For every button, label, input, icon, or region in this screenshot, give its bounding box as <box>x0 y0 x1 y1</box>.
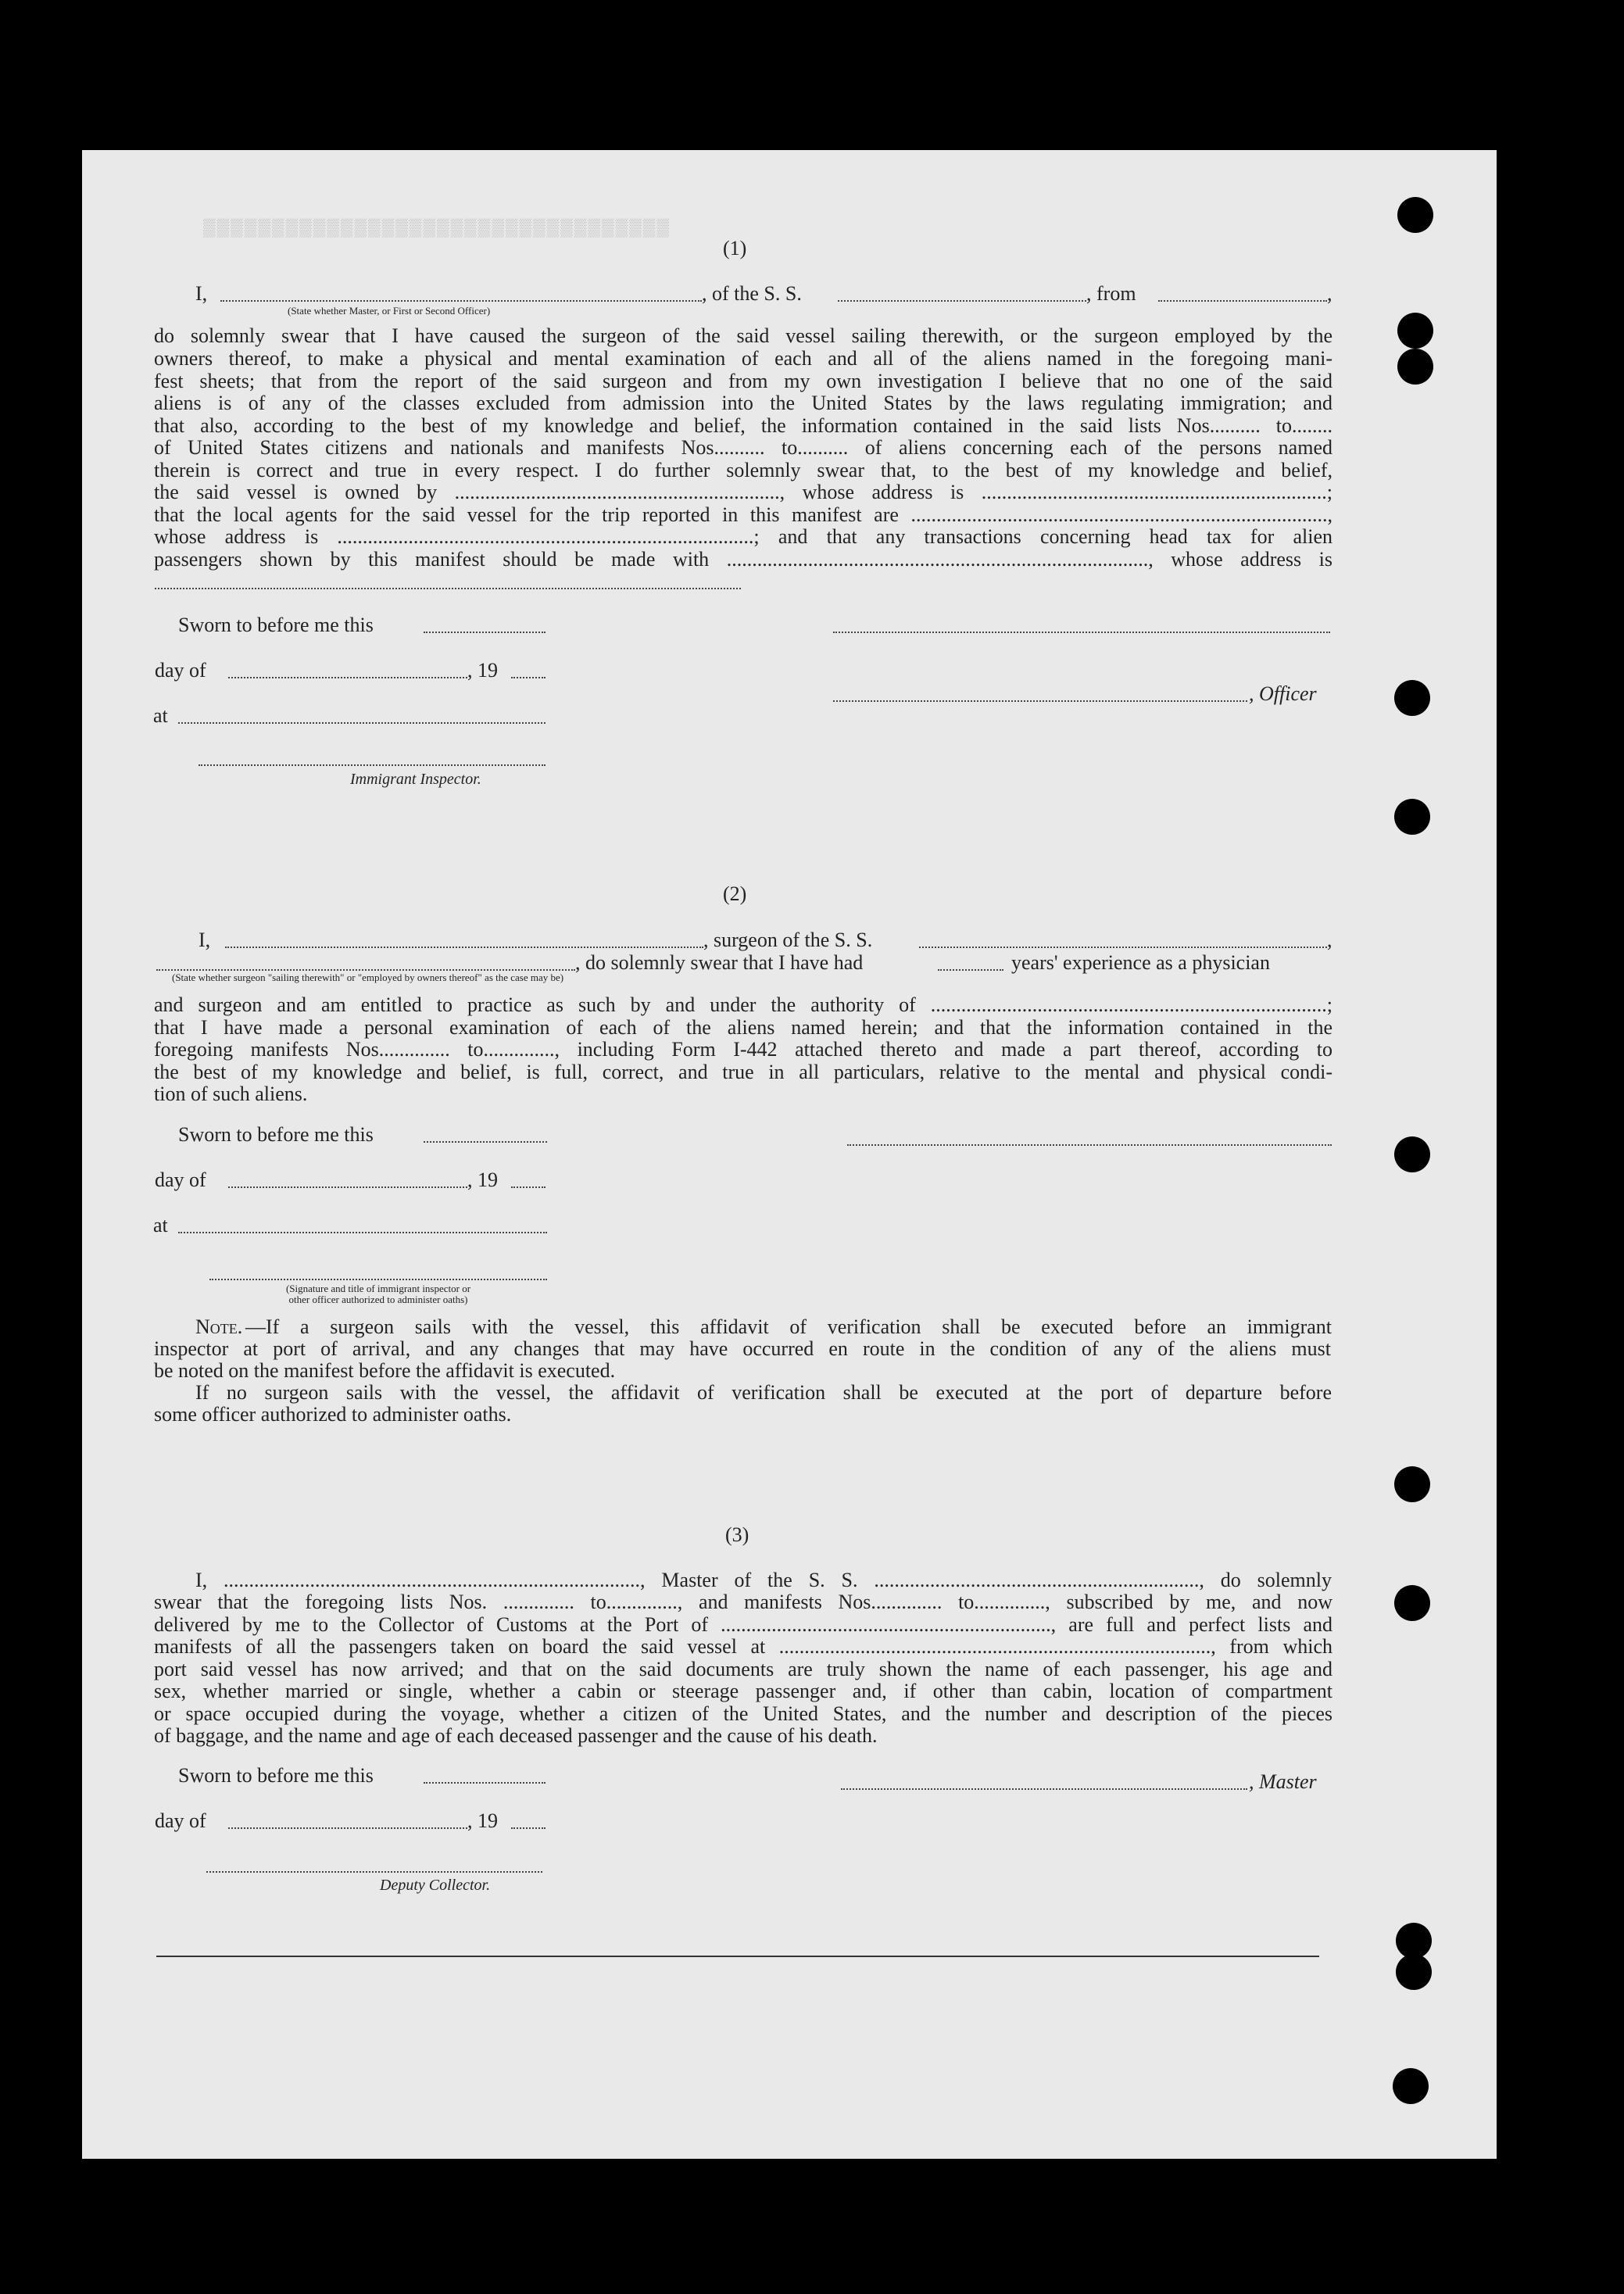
oath-2-line: tion of such aliens. <box>154 1083 308 1105</box>
punch-hole <box>1394 680 1430 716</box>
oath-1-line: that the local agents for the said vessel for the trip reported in this manifest are .................................................................................., <box>154 503 1332 526</box>
section-1-number: (1) <box>723 237 747 259</box>
oath-3-line: delivered by me to the Collector of Customs at the Port of ................................................................., are full and perfect lists and <box>154 1613 1332 1636</box>
note-line: —If a surgeon sails with the vessel, this affidavit of verification shall be executed before an immigrant <box>245 1315 1332 1338</box>
years-experience-label: years' experience as a physician <box>1011 951 1270 974</box>
place-blank <box>178 1232 547 1233</box>
oath-3-line: of baggage, and the name and age of each deceased passenger and the cause of his death. <box>154 1724 878 1747</box>
oath-1-line: whose address is ..................................................................................; and that any transactions concerning head tax for alien <box>154 525 1332 548</box>
state-officer-note: (State whether Master, or First or Second Officer) <box>288 305 491 317</box>
signature-note-line: other officer authorized to administer oaths) <box>288 1294 468 1305</box>
sworn-date-blank <box>424 1782 546 1784</box>
oath-3-line: port said vessel has now arrived; and that on the said documents are truly shown the name of each passenger, his age and <box>154 1658 1332 1680</box>
punch-hole <box>1397 313 1433 349</box>
oath-1-line: aliens is of any of the classes excluded from admission into the United States by the laws regulating immigration; and <box>154 392 1332 414</box>
of-ss-label: , of the S. S. <box>702 282 802 305</box>
year-prefix: , 19 <box>467 1809 498 1832</box>
surgeon-signature-blank <box>847 1144 1332 1146</box>
surgeon-name-blank <box>225 947 703 948</box>
oath-2-line: that I have made a personal examination of each of the aliens named herein; and that the information contained in the <box>154 1016 1332 1039</box>
month-blank <box>228 1186 467 1188</box>
inspector-signature-blank <box>199 764 546 766</box>
signature-note-line: (Signature and title of immigrant inspector or <box>285 1283 471 1294</box>
oath-1-i: I, <box>195 282 208 305</box>
bottom-rule <box>156 1956 1319 1957</box>
punch-hole <box>1396 1954 1432 1990</box>
surgeon-status-blank <box>156 969 575 971</box>
day-of-label: day of <box>155 1168 206 1191</box>
oath-1-line: the said vessel is owned by ................................................................, whose address is ....................................................................; <box>154 481 1332 503</box>
punch-hole <box>1394 1585 1430 1621</box>
year-blank <box>511 1827 546 1829</box>
oath-1-line: passengers shown by this manifest should be made with ..................................................................................., whose address is <box>154 548 1332 571</box>
state-surgeon-note: (State whether surgeon "sailing therewith" or "employed by owners thereof" as the case may be) <box>172 972 564 983</box>
surgeon-ss-label: , surgeon of the S. S. <box>703 929 873 951</box>
note-line: inspector at port of arrival, and any changes that may have occurred en route in the condition of any of the aliens must <box>154 1337 1331 1360</box>
from-port-blank <box>1158 300 1327 302</box>
section-3-number: (3) <box>725 1523 749 1546</box>
officer-signature-blank <box>833 632 1330 633</box>
sworn-date-blank <box>424 632 546 633</box>
oath-3-line: or space occupied during the voyage, whether a citizen of the United States, and the number and description of the pieces <box>154 1702 1332 1725</box>
punch-hole <box>1397 349 1433 385</box>
day-of-label: day of <box>155 1809 206 1832</box>
oath-2-line: and surgeon and am entitled to practice as such by and under the authority of ..............................................................................; <box>154 993 1332 1016</box>
immigrant-inspector-label: Immigrant Inspector. <box>350 771 481 788</box>
day-of-label: day of <box>155 659 206 682</box>
vessel-name-blank <box>919 947 1327 948</box>
deputy-collector-label: Deputy Collector. <box>380 1877 491 1894</box>
oath-1-line: owners thereof, to make a physical and mental examination of each and all of the aliens named in the foregoing mani- <box>154 347 1332 370</box>
oath-1-line: therein is correct and true in every respect. I do further solemnly swear that, to the best of my knowledge and belief, <box>154 459 1332 481</box>
at-label: at <box>153 1214 168 1236</box>
oath-1-line: fest sheets; that from the report of the said surgeon and from my own investigation I believe that no one of the said <box>154 370 1332 392</box>
vessel-name-blank <box>838 300 1086 302</box>
oath-2-i: I, <box>199 929 211 951</box>
deputy-signature-blank <box>206 1871 542 1873</box>
title-blank <box>220 300 702 302</box>
oath-3-line: manifests of all the passengers taken on board the said vessel at ....................................................................................., from which <box>154 1635 1332 1658</box>
punch-hole <box>1393 2068 1429 2104</box>
years-blank <box>938 969 1003 971</box>
punch-hole <box>1394 1466 1430 1502</box>
oath-1-line: that also, according to the best of my knowledge and belief, the information contained in the said lists Nos.......... to........ <box>154 414 1332 437</box>
oath-2-line: the best of my knowledge and belief, is full, correct, and true in all particulars, relative to the mental and physical condi- <box>154 1061 1332 1083</box>
note-label: Note. <box>195 1315 243 1338</box>
punch-hole <box>1394 799 1430 835</box>
master-label: , Master <box>1249 1770 1317 1793</box>
sworn-label: Sworn to before me this <box>178 614 374 636</box>
year-blank <box>511 1186 546 1188</box>
inspector-signature-blank <box>209 1279 547 1280</box>
oath-2-line: foregoing manifests Nos.............. to.............., including Form I-442 attached thereto and made a part thereof, according to <box>154 1038 1332 1061</box>
note-line: some officer authorized to administer oaths. <box>154 1403 512 1426</box>
master-signature-blank <box>841 1788 1247 1790</box>
note-line: be noted on the manifest before the affidavit is executed. <box>154 1359 616 1382</box>
officer-title-blank <box>833 700 1247 702</box>
bleed-through-mark: ▒▒▒▒▒▒▒▒▒▒▒▒▒▒▒▒▒▒▒▒▒▒▒▒▒▒▒▒▒▒▒▒▒▒ <box>203 217 671 237</box>
line-end-comma: , <box>1327 282 1332 305</box>
year-prefix: , 19 <box>467 659 498 682</box>
oath-3-line: swear that the foregoing lists Nos. .............. to.............., and manifests Nos.............. to.............., subscribed by me, and now <box>154 1591 1332 1613</box>
oath-1-line: of United States citizens and nationals and manifests Nos.......... to.......... of aliens concerning each of the persons named <box>154 436 1332 459</box>
officer-label: , Officer <box>1249 682 1317 705</box>
oath-3-line: sex, whether married or single, whether a cabin or steerage passenger and, if other than cabin, location of compartment <box>154 1680 1332 1702</box>
sworn-label: Sworn to before me this <box>178 1764 374 1787</box>
sworn-date-blank <box>424 1141 547 1143</box>
place-blank <box>178 722 546 724</box>
month-blank <box>228 1827 467 1829</box>
year-prefix: , 19 <box>467 1168 498 1191</box>
swear-had-label: , do solemnly swear that I have had <box>575 951 864 974</box>
year-blank <box>511 677 546 678</box>
head-tax-address-blank <box>155 588 741 589</box>
from-label: , from <box>1086 282 1136 305</box>
punch-hole <box>1394 1136 1430 1172</box>
oath-3-line: I, .................................................................................., Master of the S. S. ................................................................, do solemnly <box>195 1569 1332 1591</box>
section-2-number: (2) <box>723 882 747 905</box>
month-blank <box>228 677 467 678</box>
note-line: If no surgeon sails with the vessel, the affidavit of verification shall be executed at the port of departure before <box>195 1381 1332 1404</box>
at-label: at <box>153 704 168 727</box>
oath-1-line: do solemnly swear that I have caused the surgeon of the said vessel sailing therewith, or the surgeon employed by the <box>154 324 1332 347</box>
line-end-comma: , <box>1327 929 1332 951</box>
sworn-label: Sworn to before me this <box>178 1123 374 1146</box>
punch-hole <box>1397 197 1433 233</box>
